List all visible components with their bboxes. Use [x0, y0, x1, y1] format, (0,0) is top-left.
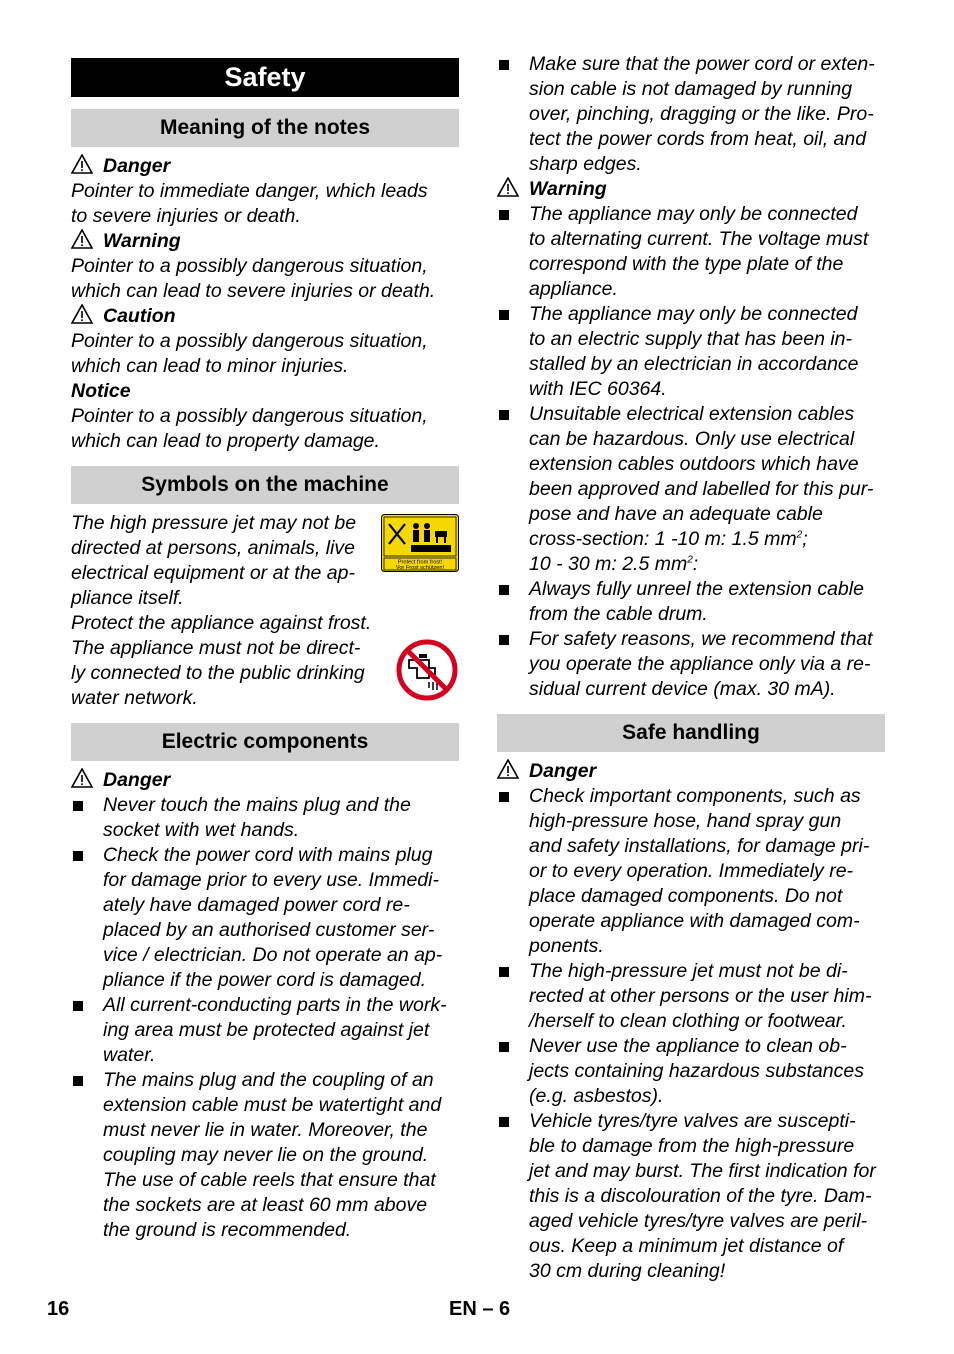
bullet-text-line: Vehicle tyres/tyre valves are suscepti- [529, 1110, 856, 1132]
bullet-text-line: over, pinching, dragging or the like. Pro- [529, 103, 874, 125]
bullet-text-line: ous. Keep a minimum jet distance of [529, 1235, 844, 1257]
list-item [497, 577, 885, 627]
caution-label: Caution [103, 305, 176, 327]
jet-text-line: electrical equipment or at the ap- [71, 562, 355, 584]
bullet-square-icon [499, 967, 509, 977]
cross-section-text: 10 - 30 m: 2.5 mm [529, 553, 688, 575]
list-item [497, 627, 885, 702]
bullet-text-line: Never use the appliance to clean ob- [529, 1035, 847, 1057]
section-heading-safe-handling: Safe handling [497, 714, 885, 752]
notice-label: Notice [71, 380, 131, 402]
warning-note-heading [71, 229, 459, 254]
bullet-text-line: pose and have an adequate cable [529, 503, 823, 525]
bullet-text-line: this is a discolouration of the tyre. Dam- [529, 1185, 872, 1207]
bullet-text-line: 30 cm during cleaning! [529, 1260, 726, 1282]
bullet-text-line: and safety installations, for damage pri- [529, 835, 870, 857]
punctuation: : [692, 553, 699, 575]
bullet-text-line: sharp edges. [529, 153, 642, 175]
bullet-square-icon [73, 851, 83, 861]
jet-warning-block [71, 511, 459, 611]
bullet-text-line: The high-pressure jet must not be di- [529, 960, 848, 982]
bullet-text-line: Check the power cord with mains plug [103, 844, 433, 866]
label-text-german: Vor Frost schützen! [395, 565, 445, 571]
left-column [71, 58, 459, 1243]
danger-text-line: to severe injuries or death. [71, 205, 301, 227]
frost-text-line: Protect the appliance against frost. [71, 612, 372, 634]
bullet-text-line: placed by an authorised customer ser- [103, 919, 435, 941]
bullet-text-line: Unsuitable electrical extension cables [529, 403, 855, 425]
bullet-text-line: the ground is recommended. [103, 1219, 352, 1241]
list-item [497, 784, 885, 959]
bullet-text-line: pliance if the power cord is damaged. [103, 969, 427, 991]
list-item [497, 402, 885, 577]
bullet-square-icon [73, 1001, 83, 1011]
bullet-text-line: to an electric supply that has been in- [529, 328, 853, 350]
right-warning-heading [497, 177, 885, 202]
bullet-text-line: from the cable drum. [529, 603, 708, 625]
warning-label: Warning [103, 230, 181, 252]
notice-text-line: which can lead to property damage. [71, 430, 380, 452]
bullet-text-line: Always fully unreel the extension cable [529, 578, 864, 600]
bullet-text-line: The appliance may only be connected [529, 303, 858, 325]
bullet-text-line: socket with wet hands. [103, 819, 300, 841]
warning-triangle-icon [71, 304, 93, 324]
bullet-text-line: The mains plug and the coupling of an [103, 1069, 434, 1091]
bullet-text-line: with IEC 60364. [529, 378, 667, 400]
caution-note-heading [71, 304, 459, 329]
bullet-square-icon [73, 801, 83, 811]
bullet-text-line: The appliance may only be connected [529, 203, 858, 225]
bullet-text-line: water. [103, 1044, 156, 1066]
bullet-text-line: correspond with the type plate of the [529, 253, 844, 275]
bullet-square-icon [499, 1042, 509, 1052]
jet-text-line: The high pressure jet may not be [71, 512, 357, 534]
machine-safety-label [381, 514, 459, 572]
section-heading-electric: Electric components [71, 723, 459, 761]
danger-label: Danger [529, 760, 597, 782]
bullet-text-line: must never lie in water. Moreover, the [103, 1119, 428, 1141]
handling-danger-heading [497, 759, 885, 784]
warning-triangle-icon [71, 154, 93, 174]
right-column [497, 52, 885, 1284]
danger-text-line: Pointer to immediate danger, which leads [71, 180, 428, 202]
danger-label: Danger [103, 769, 171, 791]
water-text-line: ly connected to the public drinking [71, 662, 365, 684]
bullet-text-line: appliance. [529, 278, 618, 300]
bullet-text-line: can be hazardous. Only use electrical [529, 428, 855, 450]
notice-text-line: Pointer to a possibly dangerous situation, [71, 405, 428, 427]
bullet-text-line: been approved and labelled for this pur- [529, 478, 874, 500]
bullet-square-icon [499, 310, 509, 320]
list-item [71, 793, 459, 843]
superscript-2: 2 [796, 529, 803, 541]
jet-text-line: pliance itself. [71, 587, 184, 609]
warning-text-line: which can lead to severe injuries or death. [71, 280, 436, 302]
drinking-water-block [71, 636, 459, 711]
bullet-square-icon [499, 1117, 509, 1127]
water-text-line: The appliance must not be direct- [71, 637, 361, 659]
list-item [71, 993, 459, 1068]
bullet-text-line: rected at other persons or the user him- [529, 985, 872, 1007]
bullet-text-line: or to every operation. Immediately re- [529, 860, 854, 882]
bullet-text-line: extension cable must be watertight and [103, 1094, 442, 1116]
cross-section-text: cross-section: 1 -10 m: 1.5 mm [529, 528, 797, 550]
list-item [71, 843, 459, 993]
bullet-square-icon [73, 1076, 83, 1086]
section-page-label: EN – 6 [449, 1298, 511, 1320]
warning-triangle-icon [497, 177, 519, 197]
punctuation: ; [802, 528, 808, 550]
bullet-text-line: coupling may never lie on the ground. [103, 1144, 429, 1166]
bullet-text-line: (e.g. asbestos). [529, 1085, 664, 1107]
list-item [71, 1068, 459, 1243]
bullet-text-line: aged vehicle tyres/tyre valves are peril- [529, 1210, 868, 1232]
caution-text-line: Pointer to a possibly dangerous situation, [71, 330, 428, 352]
section-heading-symbols: Symbols on the machine [71, 466, 459, 504]
bullet-text-line: sidual current device (max. 30 mA). [529, 678, 836, 700]
bullet-text-line: vice / electrician. Do not operate an ap- [103, 944, 443, 966]
cross-section-line [529, 552, 885, 577]
water-text-line: water network. [71, 687, 198, 709]
jet-text-line: directed at persons, animals, live [71, 537, 355, 559]
bullet-text-line: The use of cable reels that ensure that [103, 1169, 436, 1191]
bullet-text-line: high-pressure hose, hand spray gun [529, 810, 842, 832]
danger-note-heading [71, 154, 459, 179]
bullet-text-line: Check important components, such as [529, 785, 861, 807]
list-item [497, 1109, 885, 1284]
bullet-text-line: operate appliance with damaged com- [529, 910, 860, 932]
electric-danger-heading [71, 768, 459, 793]
bullet-text-line: to alternating current. The voltage must [529, 228, 869, 250]
superscript-2: 2 [687, 554, 693, 566]
bullet-text-line: ble to damage from the high-pressure [529, 1135, 855, 1157]
caution-text-line: which can lead to minor injuries. [71, 355, 349, 377]
page-title: Safety [71, 58, 459, 97]
no-drinking-water-connection-icon [395, 638, 459, 702]
warning-triangle-icon [71, 768, 93, 788]
list-item [497, 302, 885, 402]
bullet-text-line: for damage prior to every use. Immedi- [103, 869, 439, 891]
section-heading-meaning: Meaning of the notes [71, 109, 459, 147]
danger-label: Danger [103, 155, 171, 177]
warning-text-line: Pointer to a possibly dangerous situation, [71, 255, 428, 277]
bullet-square-icon [499, 410, 509, 420]
bullet-text-line: jet and may burst. The first indication for [529, 1160, 876, 1182]
bullet-text-line: /herself to clean clothing or footwear. [529, 1010, 847, 1032]
page-number: 16 [47, 1298, 70, 1320]
cross-section-line [529, 527, 885, 552]
bullet-text-line: the sockets are at least 60 mm above [103, 1194, 428, 1216]
bullet-text-line: tect the power cords from heat, oil, and [529, 128, 867, 150]
warning-triangle-icon [497, 759, 519, 779]
bullet-text-line: you operate the appliance only via a re- [529, 653, 871, 675]
bullet-square-icon [499, 635, 509, 645]
bullet-text-line: extension cables outdoors which have [529, 453, 859, 475]
bullet-text-line: ponents. [529, 935, 604, 957]
bullet-text-line: For safety reasons, we recommend that [529, 628, 873, 650]
bullet-square-icon [499, 792, 509, 802]
list-item [497, 202, 885, 302]
bullet-text-line: stalled by an electrician in accordance [529, 353, 859, 375]
bullet-square-icon [499, 210, 509, 220]
label-text-english: Protect from frost! [397, 559, 443, 566]
bullet-square-icon [499, 60, 509, 70]
warning-triangle-icon [71, 229, 93, 249]
warning-label: Warning [529, 178, 607, 200]
bullet-text-line: place damaged components. Do not [529, 885, 843, 907]
bullet-text-line: jects containing hazardous substances [529, 1060, 864, 1082]
list-item [497, 1034, 885, 1109]
bullet-text-line: sion cable is not damaged by running [529, 78, 853, 100]
bullet-text-line: ing area must be protected against jet [103, 1019, 430, 1041]
list-item [497, 52, 885, 177]
bullet-square-icon [499, 585, 509, 595]
bullet-text-line: Make sure that the power cord or exten- [529, 53, 875, 75]
bullet-text-line: ately have damaged power cord re- [103, 894, 410, 916]
bullet-text-line: All current-conducting parts in the work- [103, 994, 447, 1016]
bullet-text-line: Never touch the mains plug and the [103, 794, 411, 816]
list-item [497, 959, 885, 1034]
